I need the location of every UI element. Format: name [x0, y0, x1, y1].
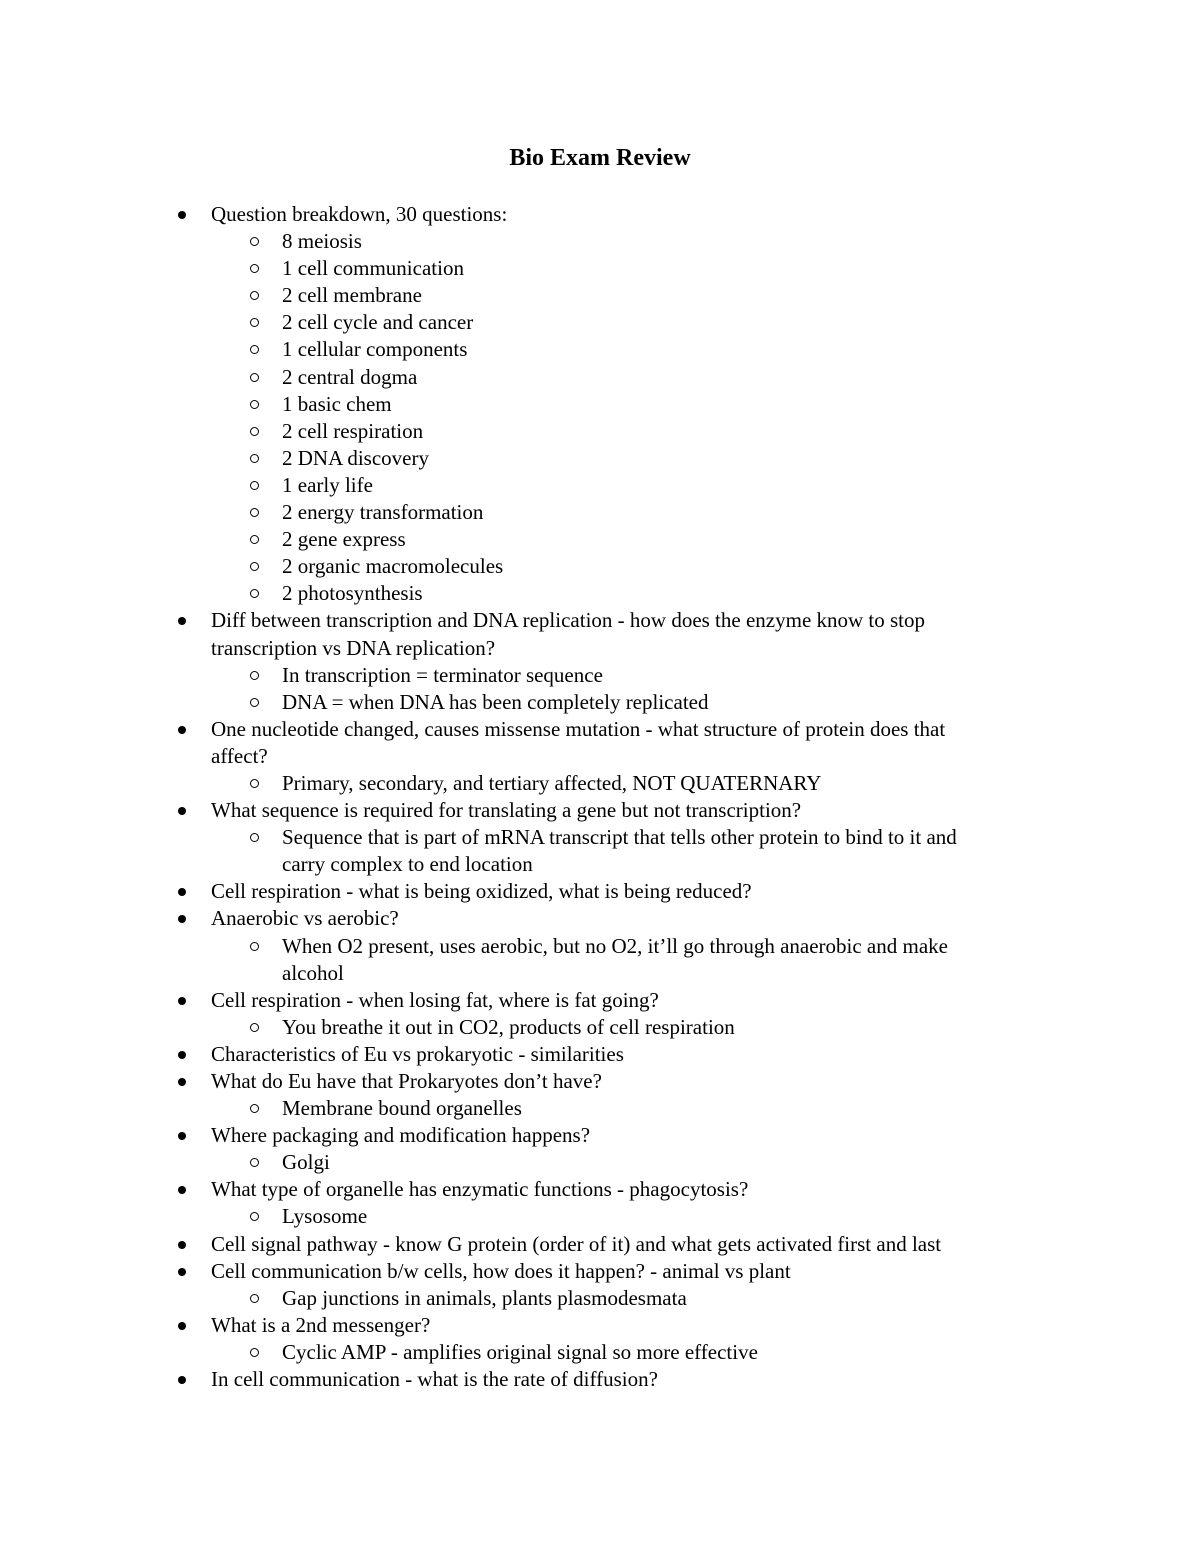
sub-list-item: [0, 851, 1200, 878]
filled-bullet-icon: [178, 1078, 186, 1086]
list-item-text: 2 central dogma: [282, 364, 418, 389]
sub-list-item: [0, 472, 1200, 499]
list-item-text: 2 photosynthesis: [282, 581, 423, 606]
hollow-bullet-icon: [250, 779, 259, 788]
list-item-text: Golgi: [282, 1150, 330, 1175]
list-item-text: 2 gene express: [282, 527, 406, 552]
filled-bullet-icon: [178, 1322, 186, 1330]
sub-list-item: [0, 770, 1200, 797]
sub-list-item: [0, 580, 1200, 607]
list-item-text: Cell signal pathway - know G protein (order of it) and what gets activated first and last: [211, 1231, 942, 1256]
list-item-text: 2 cell respiration: [282, 418, 424, 443]
hollow-bullet-icon: [250, 264, 259, 273]
sub-list-item: [0, 1149, 1200, 1176]
filled-bullet-icon: [178, 1132, 186, 1140]
list-item: [0, 1231, 1200, 1258]
list-item: [0, 987, 1200, 1014]
list-item-text: alcohol: [282, 960, 344, 985]
hollow-bullet-icon: [250, 535, 259, 544]
sub-list-item: [0, 1095, 1200, 1122]
filled-bullet-icon: [178, 617, 186, 625]
sub-list-item: [0, 499, 1200, 526]
page-title: Bio Exam Review: [509, 145, 691, 171]
hollow-bullet-icon: [250, 942, 259, 951]
list-item: [0, 1176, 1200, 1203]
list-item-text: In transcription = terminator sequence: [282, 662, 603, 687]
sub-list-item: [0, 1203, 1200, 1230]
list-item: [0, 716, 1200, 743]
list-item-text: What do Eu have that Prokaryotes don’t have?: [211, 1069, 602, 1093]
list-item: [0, 1312, 1200, 1339]
hollow-bullet-icon: [250, 508, 259, 517]
list-item: [0, 743, 1200, 770]
list-item-text: Cyclic AMP - amplifies original signal so more effective: [282, 1339, 758, 1364]
list-item: [0, 878, 1200, 905]
sub-list-item: [0, 553, 1200, 580]
list-item-text: Question breakdown, 30 questions:: [211, 202, 508, 226]
hollow-bullet-icon: [250, 400, 259, 409]
hollow-bullet-icon: [250, 1104, 259, 1113]
hollow-bullet-icon: [250, 562, 259, 571]
list-item: [0, 1122, 1200, 1149]
list-item-text: 2 DNA discovery: [282, 445, 429, 470]
list-item-text: When O2 present, uses aerobic, but no O2, it’ll go through anaerobic and make: [282, 933, 948, 958]
list-item-text: What is a 2nd messenger?: [211, 1312, 431, 1337]
filled-bullet-icon: [178, 1051, 186, 1059]
sub-list-item: [0, 1339, 1200, 1366]
hollow-bullet-icon: [250, 1023, 259, 1032]
hollow-bullet-icon: [250, 1348, 259, 1357]
filled-bullet-icon: [178, 888, 186, 896]
list-item-text: 8 meiosis: [282, 229, 362, 254]
sub-list-item: [0, 309, 1200, 336]
hollow-bullet-icon: [250, 698, 259, 707]
sub-list-item: [0, 960, 1200, 987]
hollow-bullet-icon: [250, 1158, 259, 1167]
list-item-text: carry complex to end location: [282, 852, 533, 877]
hollow-bullet-icon: [250, 427, 259, 436]
list-item: [0, 1068, 1200, 1095]
list-item-text: What type of organelle has enzymatic functions - phagocytosis?: [211, 1177, 749, 1202]
sub-list-item: [0, 1014, 1200, 1041]
filled-bullet-icon: [178, 1186, 186, 1194]
list-item: [0, 1041, 1200, 1068]
list-item-text: You breathe it out in CO2, products of cell respiration: [282, 1014, 735, 1039]
list-item: [0, 635, 1200, 662]
sub-list-item: [0, 228, 1200, 255]
hollow-bullet-icon: [250, 589, 259, 598]
list-item-text: 1 cell communication: [282, 256, 464, 281]
list-item-text: Anaerobic vs aerobic?: [211, 906, 399, 931]
filled-bullet-icon: [178, 726, 186, 734]
hollow-bullet-icon: [250, 481, 259, 490]
sub-list-item: [0, 1285, 1200, 1312]
filled-bullet-icon: [178, 997, 186, 1005]
list-item-text: One nucleotide changed, causes missense mutation - what structure of protein does that: [211, 716, 946, 741]
sub-list-item: [0, 336, 1200, 363]
list-item-text: Cell respiration - when losing fat, where is fat going?: [211, 987, 659, 1012]
list-item-text: affect?: [211, 743, 268, 768]
hollow-bullet-icon: [250, 237, 259, 246]
hollow-bullet-icon: [250, 454, 259, 463]
sub-list-item: [0, 418, 1200, 445]
sub-list-item: [0, 255, 1200, 282]
list-item-text: Diff between transcription and DNA replication - how does the enzyme know to stop: [211, 608, 926, 633]
sub-list-item: [0, 824, 1200, 851]
list-item-text: What sequence is required for translating a gene but not transcription?: [211, 798, 802, 823]
sub-list-item: [0, 526, 1200, 553]
list-item-text: 2 cell membrane: [282, 283, 422, 308]
list-item-text: Cell communication b/w cells, how does it happen? - animal vs plant: [211, 1258, 791, 1283]
list-item-text: Sequence that is part of mRNA transcript that tells other protein to bind to it and: [282, 825, 957, 850]
list-item-text: 2 cell cycle and cancer: [282, 310, 474, 335]
list-item-text: 1 basic chem: [282, 391, 392, 416]
list-item: [0, 1258, 1200, 1285]
list-item: [0, 201, 1200, 228]
sub-list-item: [0, 662, 1200, 689]
hollow-bullet-icon: [250, 345, 259, 354]
filled-bullet-icon: [178, 915, 186, 923]
hollow-bullet-icon: [250, 291, 259, 300]
hollow-bullet-icon: [250, 373, 259, 382]
list-item-text: Lysosome: [282, 1204, 368, 1229]
sub-list-item: [0, 933, 1200, 960]
hollow-bullet-icon: [250, 671, 259, 680]
list-item: [0, 905, 1200, 932]
list-item: [0, 607, 1200, 634]
filled-bullet-icon: [178, 1268, 186, 1276]
filled-bullet-icon: [178, 1241, 186, 1249]
sub-list-item: [0, 391, 1200, 418]
filled-bullet-icon: [178, 211, 186, 219]
list-item-text: 1 early life: [282, 472, 373, 497]
sub-list-item: [0, 282, 1200, 309]
list-item-text: transcription vs DNA replication?: [211, 635, 496, 660]
bullet-list: [0, 201, 1200, 1393]
hollow-bullet-icon: [250, 318, 259, 327]
filled-bullet-icon: [178, 807, 186, 815]
list-item-text: Membrane bound organelles: [282, 1096, 522, 1121]
list-item-text: Characteristics of Eu vs prokaryotic - similarities: [211, 1041, 624, 1066]
list-item: [0, 1366, 1200, 1393]
sub-list-item: [0, 445, 1200, 472]
filled-bullet-icon: [178, 1376, 186, 1384]
list-item-text: In cell communication - what is the rate of diffusion?: [211, 1367, 658, 1392]
hollow-bullet-icon: [250, 1294, 259, 1303]
list-item-text: 2 organic macromolecules: [282, 554, 504, 579]
list-item-text: Cell respiration - what is being oxidized, what is being reduced?: [211, 879, 752, 904]
list-item-text: Gap junctions in animals, plants plasmodesmata: [282, 1285, 687, 1310]
list-item: [0, 797, 1200, 824]
list-item-text: 2 energy transformation: [282, 500, 484, 525]
list-item-text: DNA = when DNA has been completely replicated: [282, 689, 709, 714]
list-item-text: Primary, secondary, and tertiary affected, NOT QUATERNARY: [282, 770, 822, 795]
list-item-text: Where packaging and modification happens?: [211, 1123, 591, 1148]
sub-list-item: [0, 689, 1200, 716]
list-item-text: 1 cellular components: [282, 337, 468, 362]
hollow-bullet-icon: [250, 1212, 259, 1221]
sub-list-item: [0, 364, 1200, 391]
hollow-bullet-icon: [250, 833, 259, 842]
